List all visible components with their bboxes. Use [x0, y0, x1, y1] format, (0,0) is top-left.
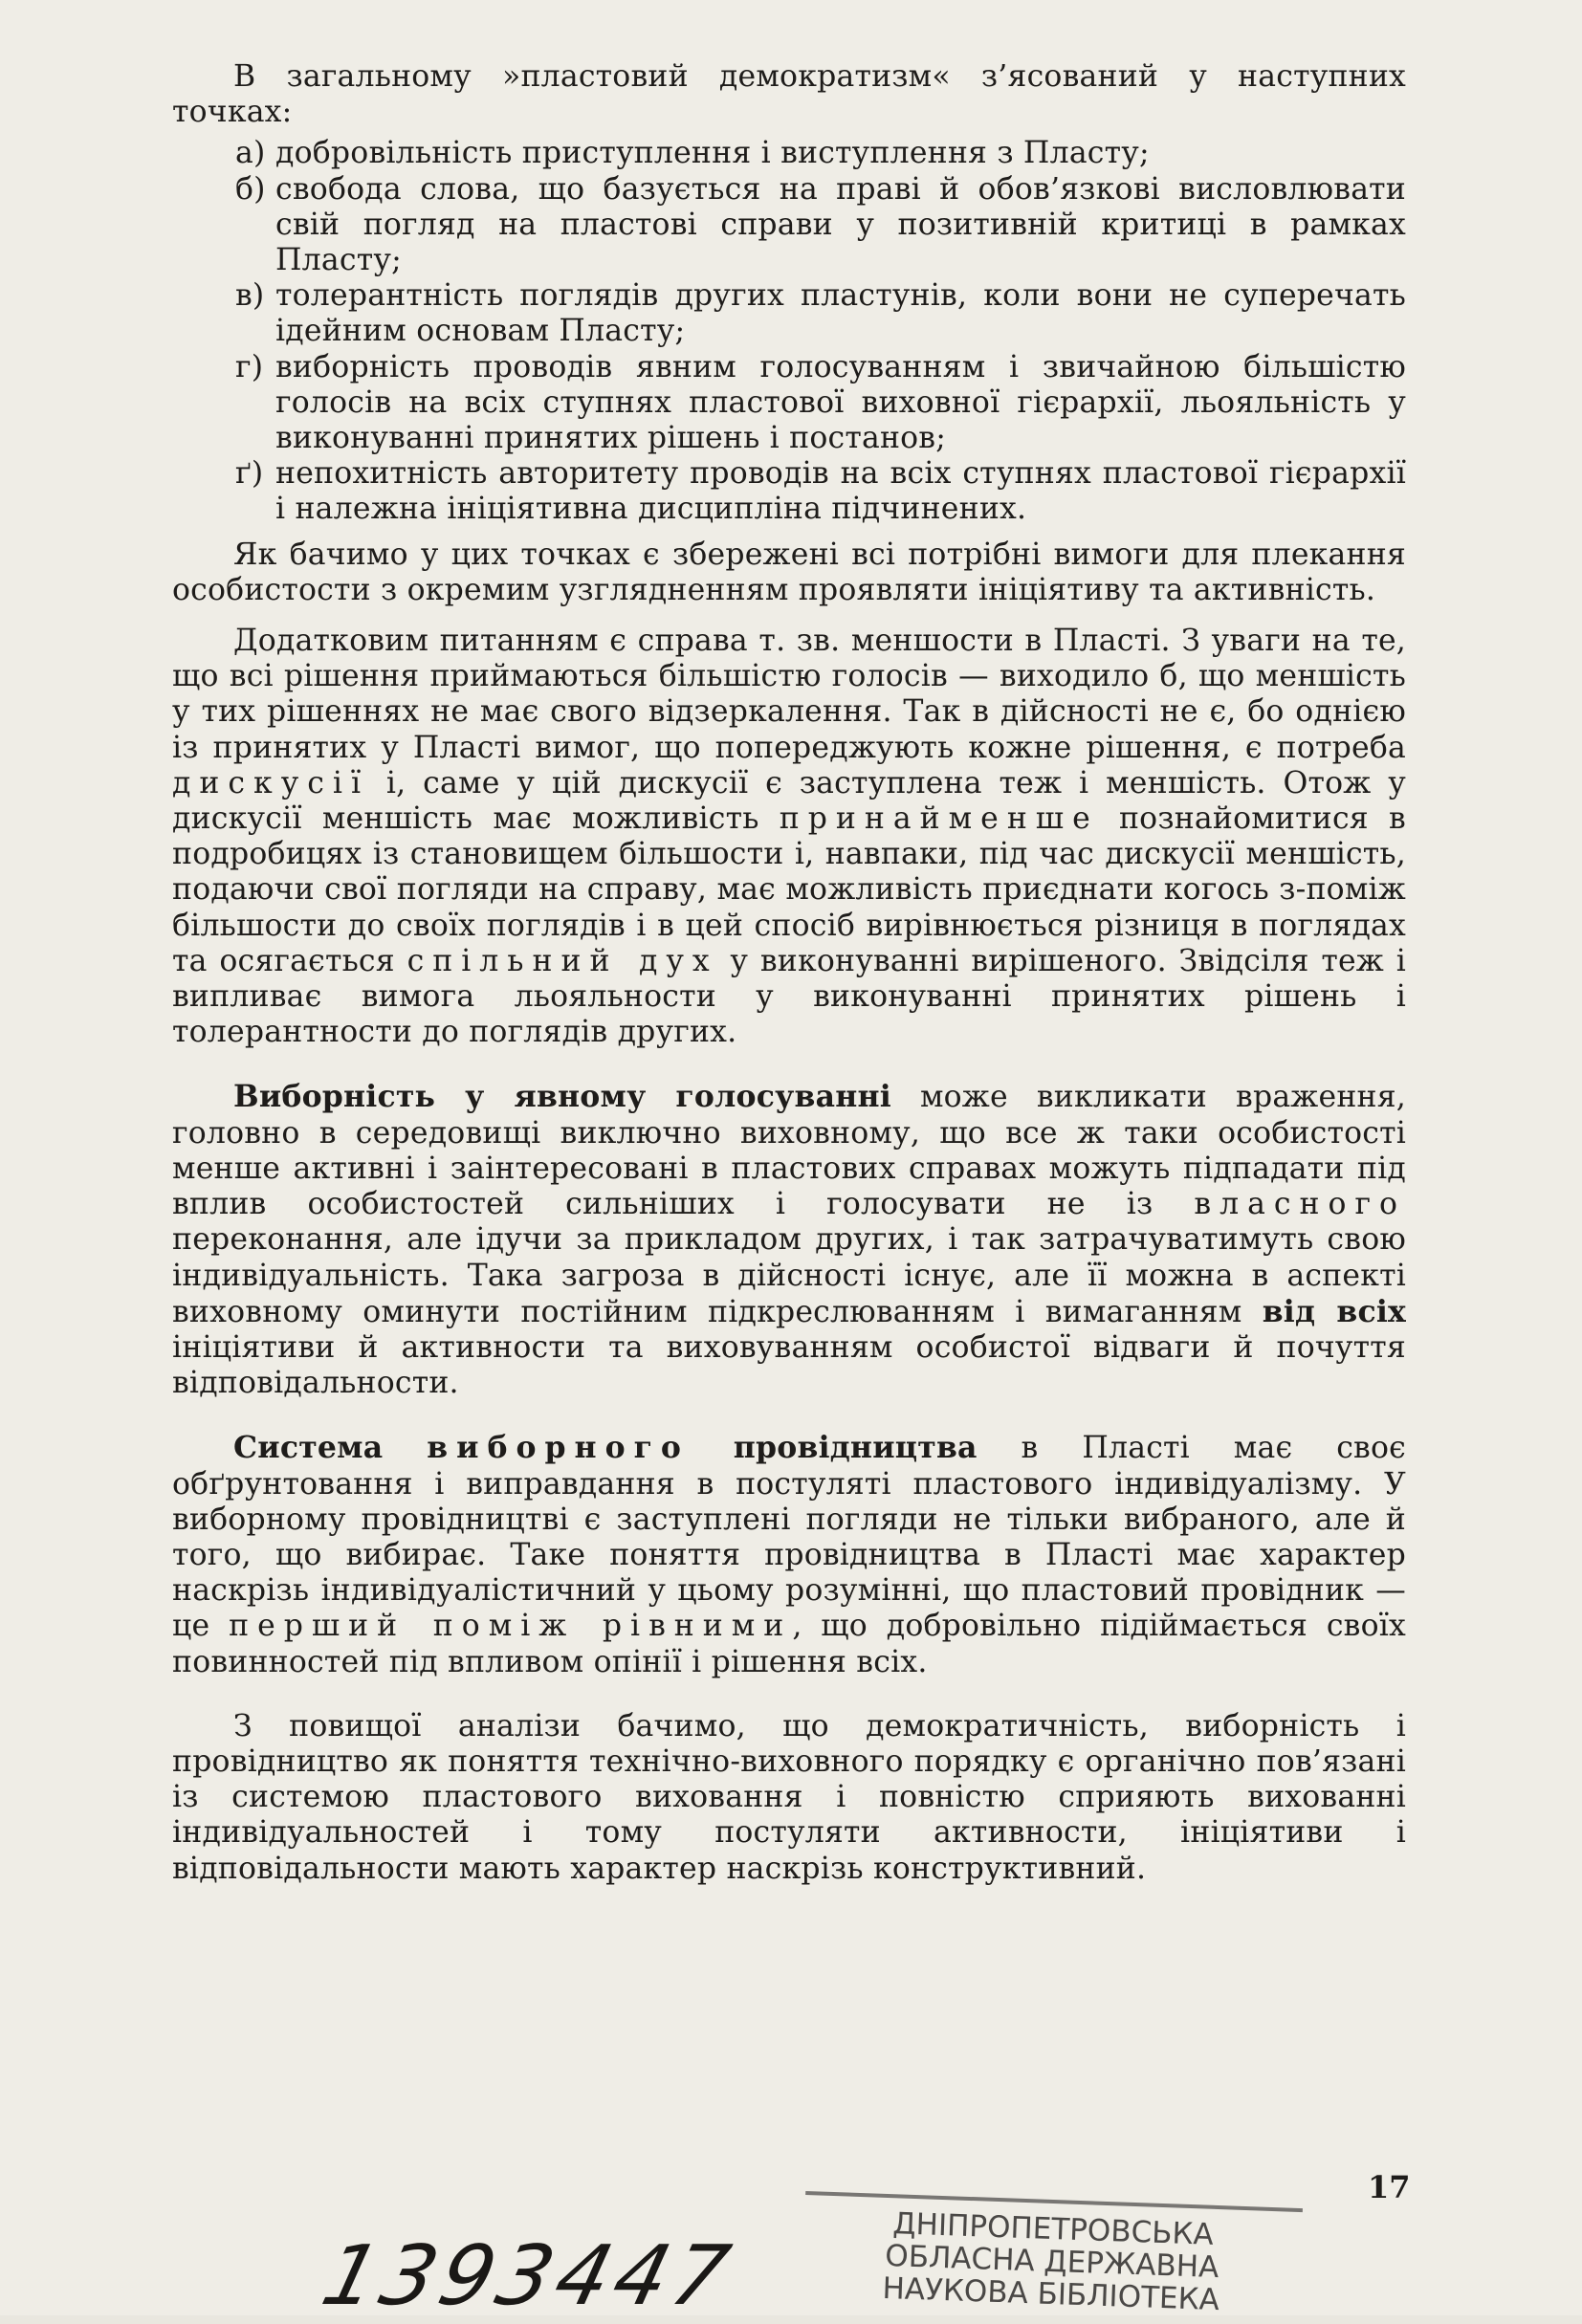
text-run: і, саме у цій дискусії є заступлена теж і меншість. Отож у дискусії меншість має можливість: [172, 765, 1406, 837]
text-run: в Пласті має своє обґрунтовання і виправдання в постуляті пластового індивідуалізму. У виборному провідництві є заступлені погляди не тільки вибраного, але й того, що вибирає. Таке поняття провідництва в Пласті має характер наскрізь індивідуалістичний у цьому розумінні, що пластовий провідник — це: [172, 1431, 1406, 1644]
list-item: [172, 456, 1406, 527]
list-item-text: виборність проводів явним голосуванням і звичайною більшістю голосів на всіх ступнях пластової виховної гієрархії, льояльність у виконуванні принятих рішень і постанов;: [275, 349, 1406, 456]
paragraph-summary: Як бачимо у цих точках є збережені всі потрібні вимоги для плекання особистости з окремим узглядненням проявляти ініціятиву та активність.: [172, 537, 1406, 607]
list-marker: а): [235, 136, 266, 171]
stamp-line: ДНІПРОПЕТРОВСЬКА: [891, 2206, 1215, 2252]
emphasis-text: перший поміж рівними: [229, 1609, 793, 1644]
list-marker: в): [235, 278, 265, 314]
text-run: Додатковим питанням є справа т. зв. меншости в Пласті. З уваги на те, що всі рішення приймаються більшістю голосів — виходило б, що меншість у тих рішеннях не має свого відзеркалення. Так в дійсності не є, бо однією із принятих у Пласті вимог, що попереджують кожне рішення, є потреба: [172, 624, 1406, 765]
bold-text: від всіх: [1262, 1293, 1406, 1329]
emphasis-text: виборного: [427, 1430, 690, 1466]
list-item-text: толерантність поглядів других пластунів, коли вони не суперечать ідейним основам Пласту;: [275, 278, 1406, 349]
list-item-text: свобода слова, що базується на праві й обов’язкові висловлювати свій погляд на пластові справи у позитивній критиці в рамках Пласту;: [275, 171, 1406, 278]
emphasis-text: власного: [1194, 1187, 1406, 1222]
emphasis-text: спільний дух: [406, 943, 718, 978]
text-run: може викликати враження, головно в середовищі виключно виховному, що все ж таки особистості менше активні і заінтересовані в пластових справах можуть підпадати під вплив особистостей сильніших і голосувати не із: [172, 1080, 1406, 1222]
list-item-text: непохитність авторитету проводів на всіх ступнях пластової гієрархії і належна ініціятивна дисципліна підчинених.: [275, 456, 1406, 527]
emphasis-text: дискусії: [172, 765, 370, 800]
paragraph-leadership: [172, 1430, 1406, 1679]
bold-heading-text: провідництва: [733, 1430, 978, 1466]
text-run: ініціятиви й активности та виховуванням особистої відваги й почуття відповідальности.: [172, 1329, 1406, 1401]
text-run: , що добровільно підіймається своїх повинностей під впливом опінії і рішення всіх.: [172, 1609, 1406, 1679]
text-run: переконання, але ідучи за прикладом других, і так затрачуватимуть свою індивідуальність. Така загроза в дійсності існує, але її можна в аспекті виховному оминути постійним підкреслюванням і вимаганням: [172, 1222, 1406, 1329]
list-item: [172, 136, 1406, 171]
intro-paragraph: В загальному »пластовий демократизм« з’ясований у наступних точках:: [172, 59, 1406, 130]
bold-heading-text: Виборність у явному голосуванні: [233, 1079, 891, 1115]
list-item-text: добровільність приступлення і виступлення з Пласту;: [275, 136, 1150, 171]
stamp-line: НАУКОВА БІБЛІОТЕКА: [881, 2270, 1220, 2318]
list-marker: б): [235, 171, 266, 207]
library-stamp: [802, 2191, 1303, 2324]
list-marker: г): [235, 349, 264, 384]
bold-heading-text: Система: [233, 1430, 384, 1466]
principles-list: [172, 136, 1406, 527]
list-item: [172, 278, 1406, 349]
handwritten-inventory-number: 1393447: [313, 2228, 744, 2324]
page-text: [172, 59, 1406, 1887]
list-marker: ґ): [235, 456, 264, 492]
text-run: у виконуванні вирішеного. Звідсіля теж і випливає вимога льояльности у виконуванні принятих рішень і толерантности до поглядів других.: [172, 943, 1406, 1050]
emphasis-text: принайменше: [779, 801, 1099, 837]
stamp-line: ОБЛАСНА ДЕРЖАВНА: [884, 2238, 1219, 2286]
paragraph-conclusion: З повищої аналізи бачимо, що демократичність, виборність і провідництво як поняття технічно-виховного порядку є органічно пов’язані із системою пластового виховання і повністю сприяють вихованні індивідуальностей і тому постуляти активности, ініціятиви і відповідальности мають характер наскрізь конструктивний.: [172, 1708, 1406, 1886]
paragraph-voting: [172, 1079, 1406, 1401]
paragraph-minority: [172, 624, 1406, 1050]
text-run: познайомитися в подробицях із становищем більшости і, навпаки, під час дискусії меншість, подаючи свої погляди на справу, має можливість приєднати когось з-поміж більшости до своїх поглядів і в цей спосіб вирівнюється різниця в поглядах та осягається: [172, 801, 1406, 978]
list-item: [172, 350, 1406, 457]
list-item: [172, 172, 1406, 279]
page-number: 17: [1368, 2169, 1411, 2205]
